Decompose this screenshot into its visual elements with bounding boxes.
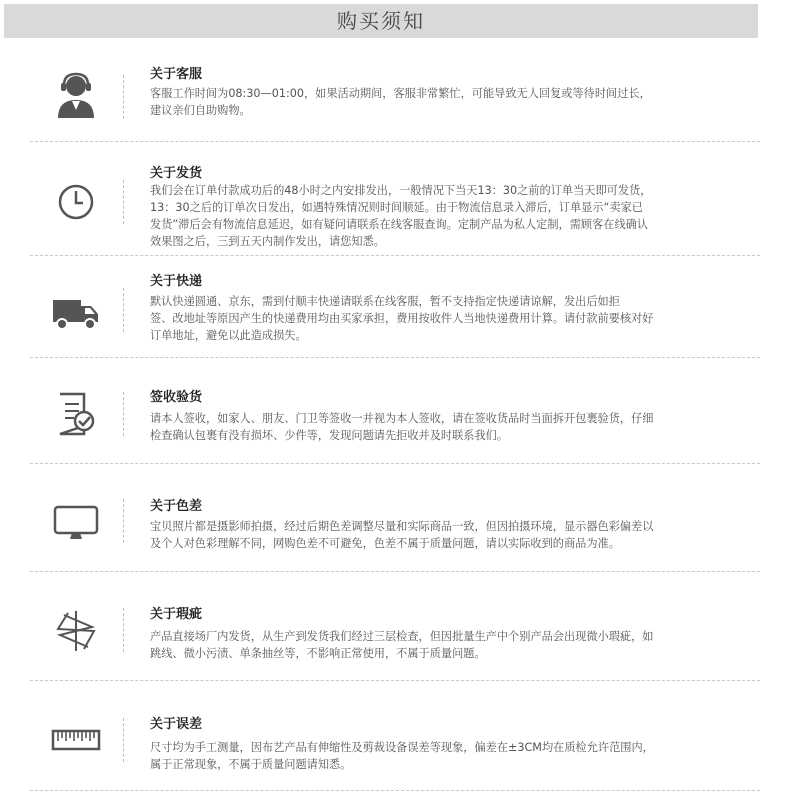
customer-service-icon (50, 70, 102, 122)
section-text (150, 293, 735, 344)
text-line: 请本人签收，如家人、朋友、门卫等签收一并视为本人签收，请在签收货品时当面拆开包裹验货，仔细 (150, 412, 654, 425)
section-title: 关于误差 (150, 717, 203, 732)
text-line: 签、改地址等原因产生的快递费用均由买家承担，费用按收件人当地快递费用计算。请付款前要核对好 (150, 312, 654, 325)
separator (30, 790, 760, 791)
section-title: 关于发货 (150, 166, 203, 181)
section-text (150, 628, 735, 662)
divider-line (123, 75, 124, 119)
separator (30, 463, 760, 464)
text-line: 产品直接场厂内发货，从生产到发货我们经过三层检查，但因批量生产中个别产品会出现微小瑕疵，如 (150, 630, 654, 643)
section-title: 关于快递 (150, 274, 203, 289)
section-title: 关于色差 (150, 499, 203, 514)
text-line: 宝贝照片都是摄影师拍摄，经过后期色差调整尽量和实际商品一致，但因拍摄环境，显示器色彩偏差以 (150, 520, 654, 533)
fabric-icon (50, 605, 102, 657)
separator (30, 571, 760, 572)
separator (30, 357, 760, 358)
page-title: 购买须知 (4, 4, 758, 38)
text-line: 效果图之后，三到五天内制作发出，请您知悉。 (150, 235, 385, 248)
text-line: 订单地址，避免以此造成损失。 (150, 329, 307, 342)
divider-line (123, 608, 124, 652)
section-text (150, 85, 735, 119)
section-text (150, 518, 735, 552)
divider-line (123, 499, 124, 543)
text-line: 检查确认包裹有没有损坏、少件等，发现问题请先拒收并及时联系我们。 (150, 429, 509, 442)
text-line: 我们会在订单付款成功后的48小时之内安排发出，一般情况下当天13：30之前的订单当天即可发货， (150, 184, 652, 197)
divider-line (123, 288, 124, 332)
section-text (150, 410, 735, 444)
text-line: 客服工作时间为08:30—01:00，如果活动期间，客服非常繁忙，可能导致无人回复或等待时间过长， (150, 87, 651, 100)
text-line: 默认快递圆通、京东，需到付顺丰快递请联系在线客服，暂不支持指定快递请谅解，发出后如拒 (150, 295, 620, 308)
document-check-icon (50, 388, 102, 440)
clock-icon (50, 176, 102, 228)
text-line: 建议亲们自助购物。 (150, 104, 251, 117)
section-title: 关于瑕疵 (150, 607, 203, 622)
ruler-icon (50, 715, 102, 767)
separator (30, 255, 760, 256)
divider-line (123, 180, 124, 224)
separator (30, 141, 760, 142)
section-text (150, 182, 735, 250)
section-title: 签收验货 (150, 390, 203, 405)
text-line: 发货”滞后会有物流信息延迟，如有疑问请联系在线客服查询。定制产品为私人定制，需顾客在线确认 (150, 218, 649, 231)
text-line: 尺寸均为手工测量，因布艺产品有伸缩性及剪裁设备误差等现象，偏差在±3CM均在质检允许范围内， (150, 741, 654, 754)
text-line: 及个人对色彩理解不同，网购色差不可避免，色差不属于质量问题，请以实际收到的商品为准。 (150, 537, 620, 550)
divider-line (123, 392, 124, 436)
separator (30, 680, 760, 681)
section-text (150, 739, 735, 773)
text-line: 跳线、微小污渍、单条抽丝等，不影响正常使用，不属于质量问题。 (150, 647, 486, 660)
text-line: 属于正常现象，不属于质量问题请知悉。 (150, 758, 352, 771)
divider-line (123, 718, 124, 762)
text-line: 13：30之后的订单次日发出，如遇特殊情况则时间顺延。由于物流信息录入滞后，订单显示“卖家已 (150, 201, 643, 214)
truck-icon (50, 288, 102, 340)
monitor-icon (50, 497, 102, 549)
section-title: 关于客服 (150, 67, 203, 82)
